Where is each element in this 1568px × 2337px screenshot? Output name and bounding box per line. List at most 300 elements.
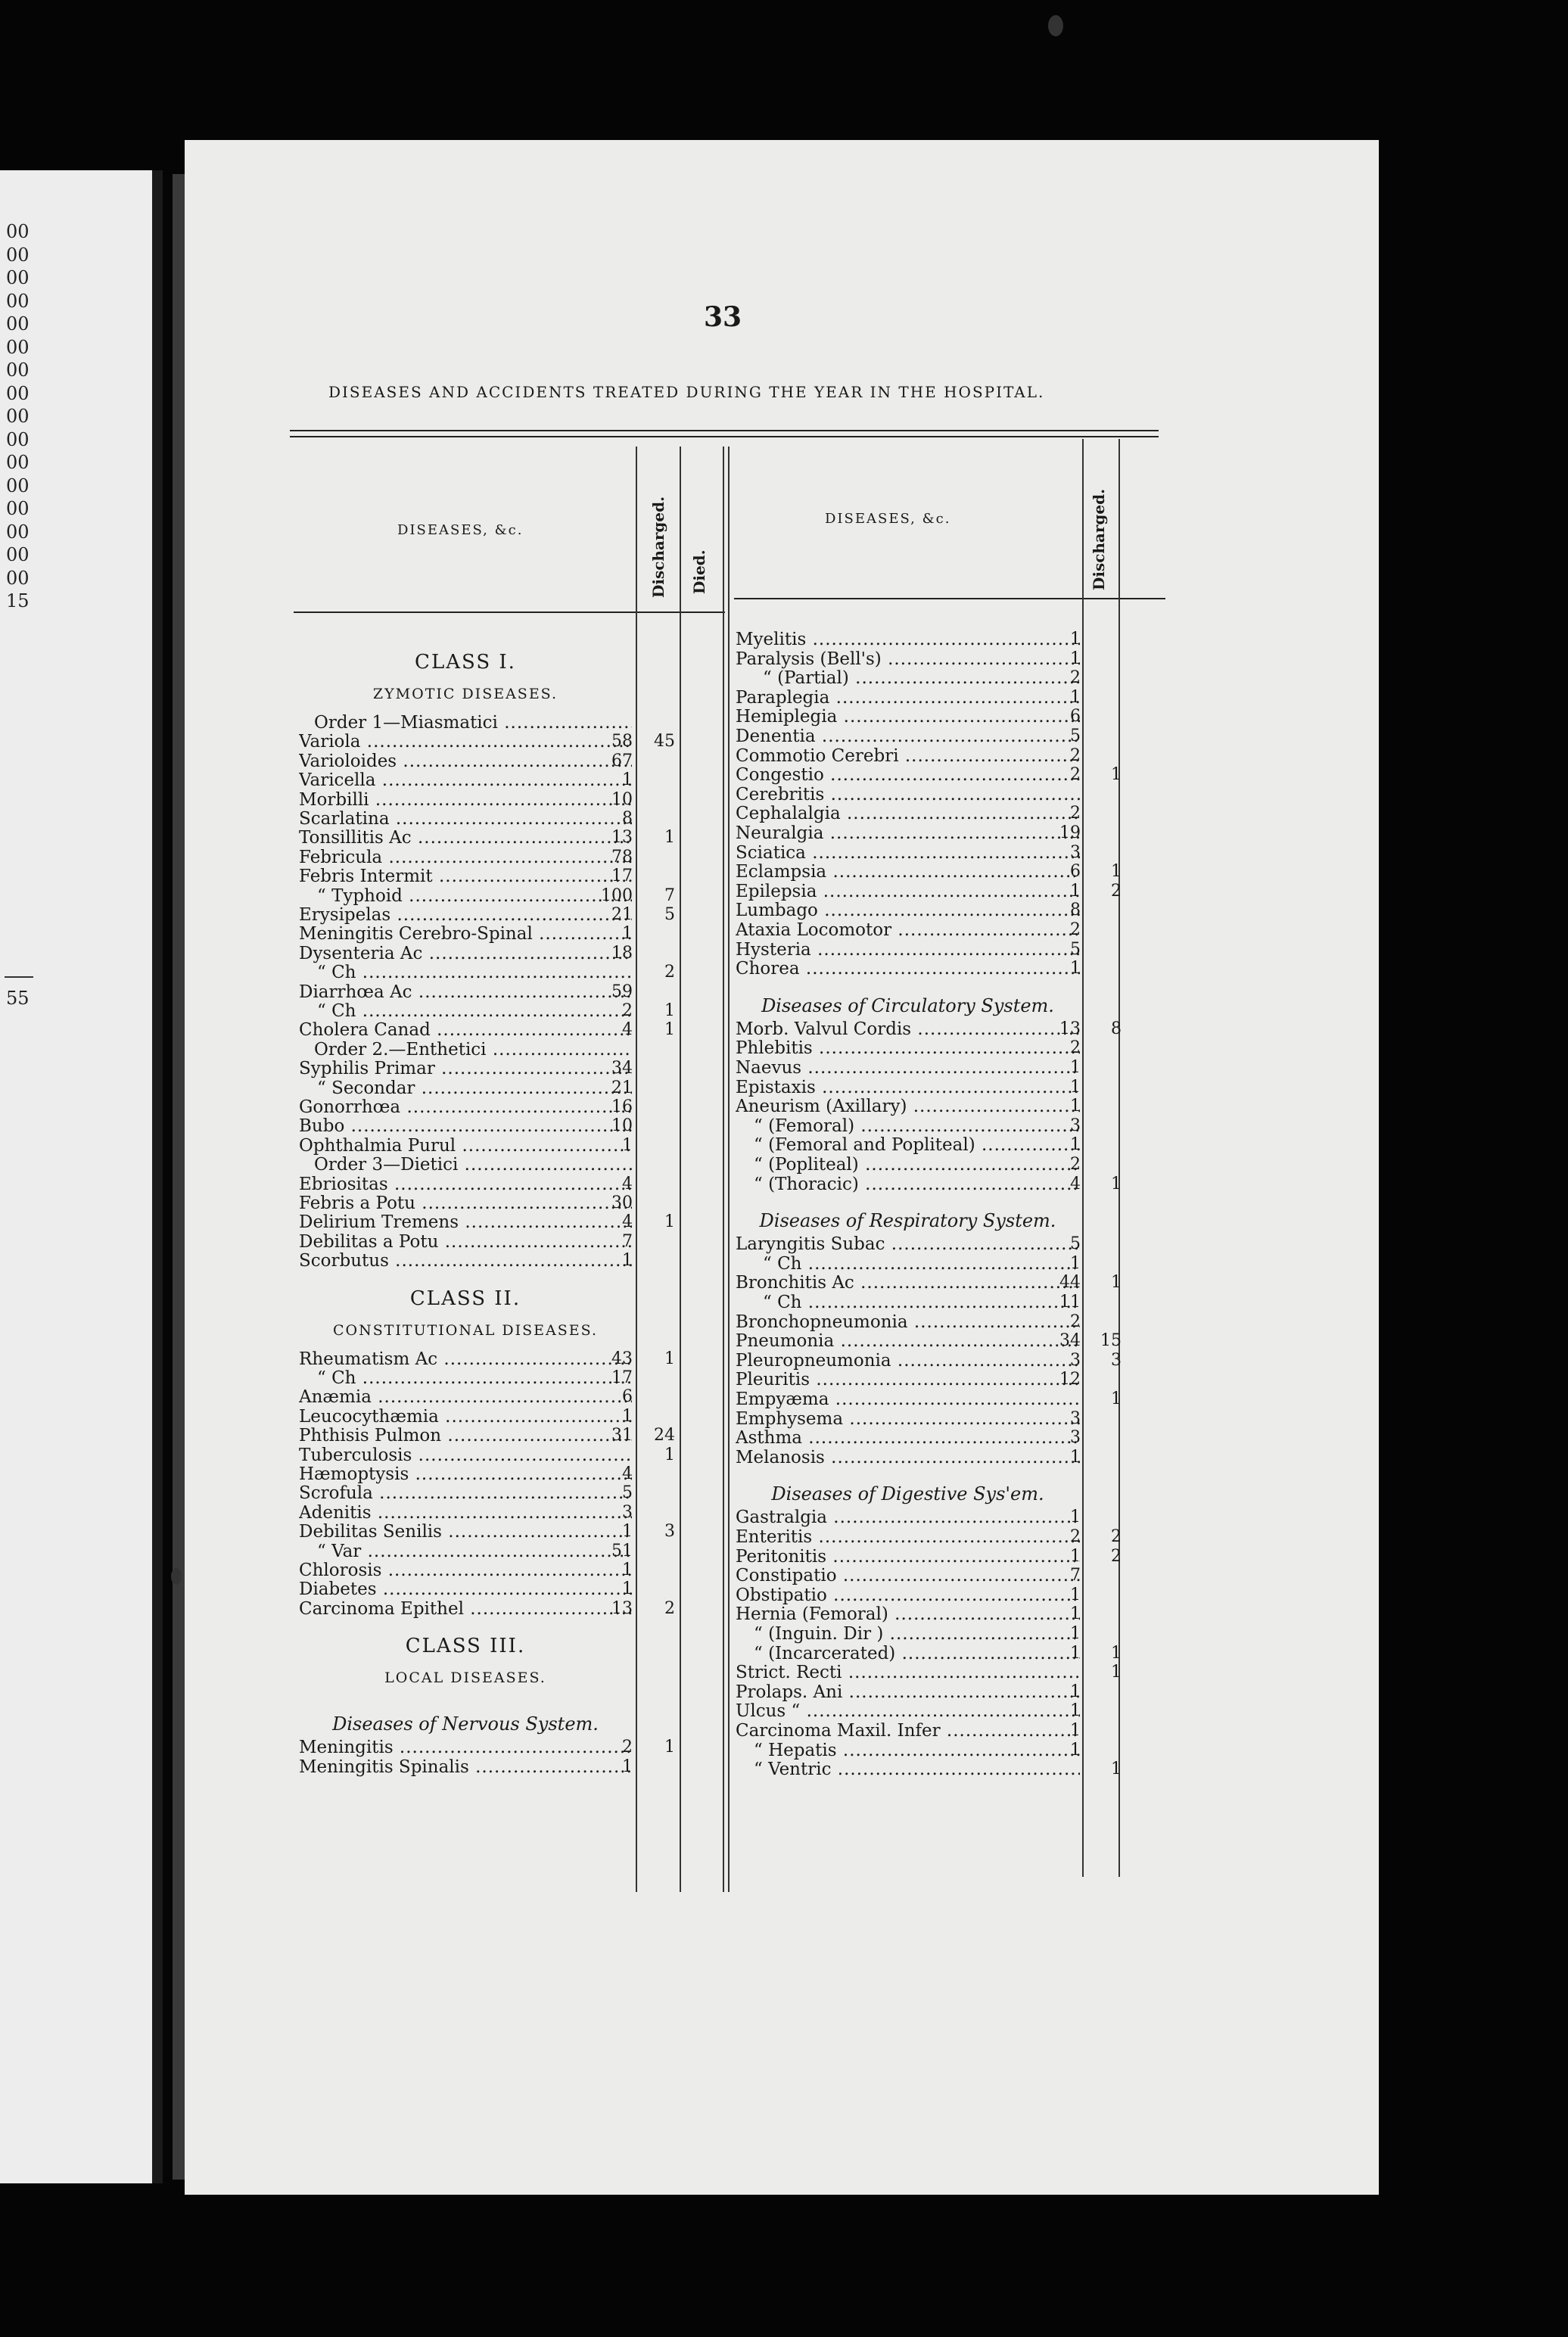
discharged-value: 18 [611,943,633,963]
disease-name: Melanosis ..... [736,1448,1080,1467]
died-value: 1 [1111,1760,1122,1779]
table-row [0,1370,1568,1389]
discharged-value: 1 [1070,1721,1081,1740]
facing-page-value: 00 [6,452,30,473]
discharged-value: 1 [1070,1585,1081,1604]
discharged-value: 7 [1070,1566,1081,1585]
right-column-header: DISEASES, &c. [825,511,951,527]
disease-name: Leucocythæmia ..... [299,1407,632,1427]
class-heading: CLASS III. [405,1635,526,1658]
table-row [0,727,1568,746]
disease-name: Diarrhœa Ac ..... [299,982,632,1002]
disease-name: Meningitis Spinalis ..... [299,1757,632,1777]
disease-name: “ (Thoracic) ..... [754,1175,1080,1194]
table-row [0,668,1568,688]
discharged-value: 4 [622,1464,633,1483]
discharged-value: 5 [1070,939,1081,959]
discharged-value: 2 [1070,765,1081,785]
disease-name: Pneumonia ..... [736,1331,1080,1351]
facing-page-value: 00 [6,336,30,358]
discharged-value: 2 [1070,745,1081,765]
disease-name: “ Ch ..... [763,1293,1080,1312]
disease-name: Syphilis Primar ..... [299,1059,632,1078]
disease-name: Varioloides ..... [299,752,632,771]
discharged-value: 13 [611,828,633,848]
table-row [0,804,1568,823]
disease-name: “ Ventric ..... [754,1760,1080,1779]
disease-name: Empyæma ..... [736,1389,1080,1409]
disease-name: “ (Inguin. Dir ) ..... [754,1624,1080,1644]
died-value: 5 [664,905,675,924]
discharged-value: 1 [1070,649,1081,668]
table-row [0,1019,1568,1039]
table-row [0,785,1568,804]
discharged-value: 2 [622,1738,633,1757]
disease-name: Pleuropneumonia ..... [736,1351,1080,1371]
table-row [0,649,1568,669]
disease-name: Laryngitis Subac ..... [736,1234,1080,1254]
discharged-value: 1 [1070,1508,1081,1527]
discharged-value: 1 [1070,1097,1081,1116]
top-rule [290,430,1159,431]
died-value: 7 [664,885,675,905]
facing-page-value: 00 [6,544,30,565]
facing-page-value: 15 [6,590,30,611]
discharged-value: 1 [1070,1058,1081,1077]
facing-page-value: 00 [6,313,30,335]
discharged-value: 1 [1070,959,1081,979]
table-row [0,1273,1568,1293]
discharged-value: 1 [622,1406,633,1426]
discharged-value: 2 [1070,804,1081,823]
disease-name: “ Var ..... [317,1542,632,1561]
discharged-value: 6 [1070,707,1081,727]
disease-name: Anæmia ..... [299,1387,632,1407]
discharged-value: 13 [611,1598,633,1618]
discharged-value: 4 [622,1212,633,1232]
died-value: 1 [1111,862,1122,882]
died-value: 2 [664,1598,675,1618]
facing-page-value: 00 [6,567,30,589]
class-subheading: LOCAL DISEASES. [384,1670,546,1687]
disease-name: Paralysis (Bell's) ..... [736,649,1080,669]
system-subheading: Diseases of Respiratory System. [759,1210,1056,1232]
disease-name: Chorea ..... [736,959,1080,979]
binding-notch [171,1568,182,1585]
died-value: 15 [1100,1331,1122,1351]
disease-name: Varicella ..... [299,770,632,790]
disease-name: Prolaps. Ani ..... [736,1682,1080,1702]
discharged-value: 1 [622,770,633,790]
disease-name: Tuberculosis ..... [299,1445,632,1465]
discharged-value: 3 [1070,1350,1081,1370]
table-row [0,862,1568,882]
disease-name: Erysipelas ..... [299,905,632,925]
disease-name: Epilepsia ..... [736,882,1080,901]
disease-name: “ (Femoral and Popliteal) ..... [754,1135,1080,1155]
table-row [0,688,1568,708]
discharged-value: 8 [1070,901,1081,920]
disease-name: Lumbago ..... [736,901,1080,920]
table-row [0,630,1568,649]
discharged-value: 1 [1070,687,1081,707]
discharged-value: 1 [622,1579,633,1599]
system-subheading: Diseases of Nervous System. [332,1713,599,1735]
table-row [0,1389,1568,1409]
disease-name: Order 2.—Enthetici ..... [314,1040,632,1060]
discharged-value: 30 [611,1193,633,1212]
disease-name: Cerebritis ..... [736,785,1080,804]
died-value: 1 [1111,1273,1122,1293]
disease-name: Chlorosis ..... [299,1561,632,1580]
table-row [0,707,1568,727]
disease-name: Constipatio ..... [736,1566,1080,1585]
discharged-value: 1 [1070,1701,1081,1721]
discharged-value: 17 [611,1368,633,1387]
discharged-value: 100 [601,885,633,905]
class-heading: CLASS II. [409,1287,521,1310]
disease-name: Order 3—Dietici ..... [314,1155,632,1175]
discharged-value: 12 [1059,1370,1081,1389]
discharged-value: 6 [622,1387,633,1407]
table-row [0,1760,1568,1779]
table-row [0,1741,1568,1760]
died-value: 1 [664,1212,675,1232]
disease-name: Hysteria ..... [736,940,1080,960]
died-value: 1 [664,1445,675,1464]
discharged-value: 1 [1070,630,1081,649]
disease-name: Ebriositas ..... [299,1175,632,1194]
discharged-value: 16 [611,1097,633,1116]
disease-name: “ (Partial) ..... [763,668,1080,688]
table-row [0,1155,1568,1175]
discharged-value: 19 [1059,823,1081,842]
disease-name: Carcinoma Maxil. Infer ..... [736,1721,1080,1741]
discharged-value: 21 [611,905,633,924]
disease-name: Rheumatism Ac ..... [299,1349,632,1369]
died-value: 1 [664,1738,675,1757]
facing-page-value: 00 [6,359,30,381]
class-subheading: CONSTITUTIONAL DISEASES. [333,1321,598,1339]
died-value: 2 [1111,1546,1122,1566]
disease-name: Hemiplegia ..... [736,707,1080,727]
disease-name: Eclampsia ..... [736,862,1080,882]
discharged-value: 59 [611,982,633,1001]
facing-page-value: 00 [6,267,30,288]
disease-name: Cholera Canad ..... [299,1020,632,1040]
disease-name: “ Ch ..... [763,1254,1080,1274]
disease-name: Bronchitis Ac ..... [736,1273,1080,1293]
top-rule-second [290,436,1159,437]
table-row [0,1254,1568,1274]
disease-name: Carcinoma Epithel ..... [299,1599,632,1619]
disease-name: Bronchopneumonia ..... [736,1312,1080,1332]
discharged-value: 2 [1070,1155,1081,1174]
died-value: 45 [654,732,675,752]
table-row [0,1527,1568,1547]
discharged-value: 6 [1070,862,1081,882]
disease-name: Phlebitis ..... [736,1038,1080,1058]
discharged-value: 1 [1070,1447,1081,1467]
discharged-value: 1 [1070,1682,1081,1701]
discharged-value: 34 [1059,1331,1081,1351]
disease-name: “ (Femoral) ..... [754,1116,1080,1136]
disease-name: Strict. Recti ..... [736,1663,1080,1682]
table-row [0,1585,1568,1605]
died-value: 1 [1111,765,1122,785]
discharged-value: 51 [611,1541,633,1561]
facing-page-value: 00 [6,221,30,242]
discharged-value: 2 [1070,920,1081,939]
discharged-value: 1 [1070,1546,1081,1566]
discharged-value: 5 [1070,1234,1081,1254]
disease-name: Obstipatio ..... [736,1585,1080,1605]
facing-page-value: 00 [6,406,30,427]
disease-name: Enteritis ..... [736,1527,1080,1547]
system-subheading: Diseases of Circulatory System. [761,994,1054,1016]
table-row [0,920,1568,940]
disease-name: Peritonitis ..... [736,1547,1080,1567]
table-row [0,1547,1568,1567]
discharged-value: 1 [1070,1135,1081,1155]
died-value: 1 [664,1349,675,1368]
system-subheading: Diseases of Digestive Sys'em. [771,1483,1044,1505]
disease-name: “ Secondar ..... [317,1078,632,1098]
discharged-value: 58 [611,732,633,752]
facing-page-value: 00 [6,382,30,404]
died-value: 1 [1111,1643,1122,1663]
disease-name: Epistaxis ..... [736,1078,1080,1097]
discharged-value: 17 [611,867,633,886]
discharged-value: 1 [1070,1624,1081,1643]
facing-page-total: 55 [6,988,30,1009]
disease-name: Phthisis Pulmon ..... [299,1426,632,1445]
header-rule-left [294,611,725,613]
discharged-value: 3 [1070,1116,1081,1135]
facing-page-value: 00 [6,521,30,543]
disease-name: Pleuritis ..... [736,1370,1080,1389]
disease-name: “ Typhoid ..... [317,886,632,906]
discharged-value: 1 [622,1757,633,1776]
disease-name: Hernia (Femoral) ..... [736,1604,1080,1624]
disease-name: Sciatica ..... [736,843,1080,863]
disease-name: “ Hepatis ..... [754,1741,1080,1760]
table-row [0,1448,1568,1467]
page-number: 33 [704,301,742,333]
table-row [0,1135,1568,1155]
table-row [0,1078,1568,1097]
discharged-value: 44 [1059,1273,1081,1293]
discharged-value: 4 [1070,1174,1081,1193]
disease-name: Naevus ..... [736,1058,1080,1078]
class-subheading: ZYMOTIC DISEASES. [372,686,558,702]
discharged-value: 1 [1070,1643,1081,1663]
ink-blot [1048,15,1063,36]
table-row [0,882,1568,901]
discharged-value: 3 [622,1502,633,1522]
died-value: 3 [664,1522,675,1542]
disease-name: “ Ch ..... [317,963,632,982]
table-row [0,843,1568,863]
discharged-value: 2 [1070,1312,1081,1331]
table-row [0,1464,1568,1484]
died-value: 2 [664,963,675,982]
disease-name: Scorbutus ..... [299,1251,632,1271]
disease-name: “ (Popliteal) ..... [754,1155,1080,1175]
disease-name: Meningitis ..... [299,1738,632,1757]
disease-name: Paraplegia ..... [736,688,1080,708]
disease-name: Denentia ..... [736,727,1080,746]
table-row [0,765,1568,785]
table-row [0,1406,1568,1429]
class-heading: CLASS I. [415,651,516,674]
died-value: 1 [1111,1174,1122,1193]
facing-page-value: 00 [6,498,30,519]
disease-name: Asthma ..... [736,1428,1080,1448]
discharged-value: 43 [611,1349,633,1368]
disease-name: Order 1—Miasmatici ..... [314,713,632,733]
disease-name: Neuralgia ..... [736,823,1080,843]
discharged-value: 8 [622,809,633,828]
disease-name: “ Ch ..... [317,1368,632,1388]
discharged-value: 3 [1070,1428,1081,1448]
disease-name: Cephalalgia ..... [736,804,1080,823]
discharged-value: 21 [611,1078,633,1097]
disease-name: “ Ch ..... [317,1001,632,1021]
died-value: 24 [654,1426,675,1445]
died-value: 3 [1111,1350,1122,1370]
facing-page-value: 00 [6,475,30,496]
table-row [0,1351,1568,1371]
disease-name: Dysenteria Ac ..... [299,944,632,963]
table-row [0,1604,1568,1624]
table-row [0,1566,1568,1585]
disease-name: Meningitis Cerebro-Spinal ..... [299,924,632,944]
table-row [0,1663,1568,1682]
table-row [0,823,1568,843]
table-row [0,1644,1568,1663]
discharged-value: 5 [622,1483,633,1503]
discharged-value: 1 [1070,1604,1081,1624]
disease-name: Adenitis ..... [299,1503,632,1523]
discharged-value: 1 [1070,1253,1081,1273]
table-row [0,1331,1568,1351]
died-value: 1 [1111,1389,1122,1408]
table-row [0,1116,1568,1136]
disease-name: Morb. Valvul Cordis ..... [736,1019,1080,1039]
disease-name: Commotio Cerebri ..... [736,746,1080,766]
disease-name: Ataxia Locomotor ..... [736,920,1080,940]
table-row [0,940,1568,960]
table-row [0,1312,1568,1332]
table-row [0,1097,1568,1116]
right-discharged-column-header: Discharged. [1090,488,1108,590]
died-column-header: Died. [690,549,708,594]
discharged-value: 2 [1070,1038,1081,1058]
table-row [0,1293,1568,1312]
disease-name: Gonorrhœa ..... [299,1097,632,1117]
discharged-value: 2 [1070,668,1081,688]
discharged-value: 5 [1070,727,1081,745]
disease-name: Scarlatina ..... [299,809,632,829]
discharged-value: 1 [622,1135,633,1155]
discharged-value: 67 [611,751,633,770]
discharged-value: 11 [1059,1293,1081,1312]
disease-name: Ophthalmia Purul ..... [299,1136,632,1156]
discharged-value: 7 [622,1231,633,1251]
discharged-value: 10 [611,789,633,809]
table-row [0,1038,1568,1058]
table-row [0,1682,1568,1702]
disease-name: Febris Intermit ..... [299,867,632,886]
table-row [0,1175,1568,1194]
table-row [0,1721,1568,1741]
disease-name: Congestio ..... [736,765,1080,785]
facing-page-value: 00 [6,428,30,450]
table-row [0,1701,1568,1721]
table-row [0,1508,1568,1527]
discharged-value: 1 [622,924,633,944]
disease-name: Ulcus “ ..... [736,1701,1080,1721]
disease-name: Delirium Tremens ..... [299,1212,632,1232]
discharged-value: 1 [1070,881,1081,901]
discharged-value: 2 [622,1001,633,1020]
table-row [0,1428,1568,1448]
header-rule-right [734,598,1165,599]
facing-page-value: 00 [6,290,30,312]
died-value: 2 [1111,881,1122,901]
disease-name: Febricula ..... [299,848,632,867]
discharged-value: 3 [1070,842,1081,862]
died-value: 8 [1111,1019,1122,1038]
disease-name: Emphysema ..... [736,1409,1080,1429]
discharged-value: 1 [622,1522,633,1542]
discharged-value: 2 [1070,1527,1081,1546]
table-row [0,1231,1568,1255]
table-row [0,901,1568,920]
disease-name: Aneurism (Axillary) ..... [736,1097,1080,1116]
discharged-value: 1 [1070,1740,1081,1760]
disease-name: Debilitas a Potu ..... [299,1232,632,1252]
disease-name: Myelitis ..... [736,630,1080,649]
table-row [0,746,1568,766]
disease-name: Tonsillitis Ac ..... [299,828,632,848]
disease-name: Morbilli ..... [299,790,632,810]
facing-page-value: 00 [6,244,30,266]
died-value: 1 [664,1001,675,1020]
discharged-column-header: Discharged. [649,496,667,598]
discharged-value: 4 [622,1174,633,1193]
died-value: 1 [664,828,675,848]
discharged-value: 10 [611,1116,633,1136]
table-row [0,959,1568,979]
left-column-header: DISEASES, &c. [397,522,524,538]
died-value: 1 [1111,1663,1122,1682]
discharged-value: 31 [611,1426,633,1445]
disease-name: Gastralgia ..... [736,1508,1080,1527]
discharged-value: 13 [1059,1019,1081,1038]
page-heading: DISEASES AND ACCIDENTS TREATED DURING THE YEAR IN THE HOSPITAL. [328,383,1045,401]
disease-name: Variola ..... [299,732,632,752]
died-value: 1 [664,1020,675,1040]
discharged-value: 1 [1070,1077,1081,1097]
disease-name: “ (Incarcerated) ..... [754,1644,1080,1663]
discharged-value: 34 [611,1059,633,1078]
discharged-value: 1 [622,1561,633,1579]
discharged-value: 3 [1070,1408,1081,1428]
disease-name: Hæmoptysis ..... [299,1464,632,1484]
discharged-value: 78 [611,847,633,867]
